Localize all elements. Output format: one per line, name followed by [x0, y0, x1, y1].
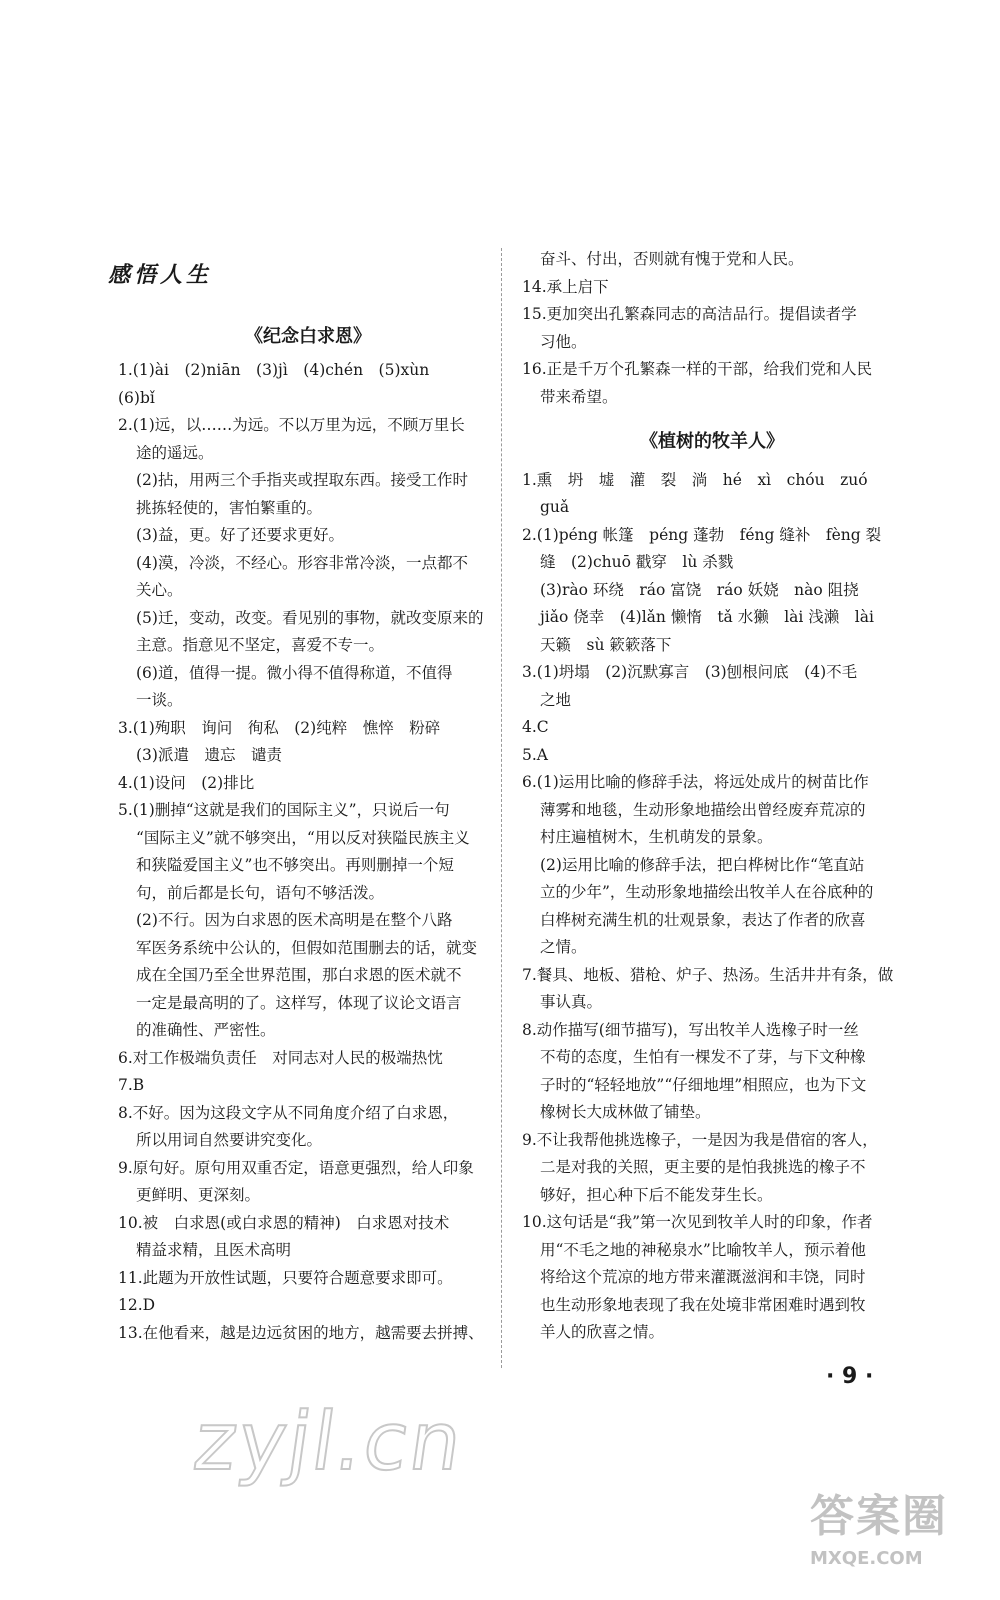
- answer-line: 够好，担心种下后不能发芽生长。: [540, 1186, 773, 1204]
- page-number: · 9 ·: [826, 1364, 874, 1389]
- answer-line: 更鲜明、更深刻。: [136, 1186, 261, 1204]
- answer-line: 7.餐具、地板、猎枪、炉子、热汤。生活井井有条，做: [522, 966, 894, 984]
- answer-line: 4.C: [522, 718, 549, 736]
- answer-line: 9.不让我帮他挑选橡子，一是因为我是借宿的客人，: [522, 1131, 878, 1149]
- answer-line: (6)道，值得一提。微小得不值得称道，不值得: [136, 664, 453, 682]
- answer-line: 5.(1)删掉“这就是我们的国际主义”，只说后一句: [118, 801, 450, 819]
- watermark-logo-cn: 答案圈: [810, 1491, 948, 1542]
- answer-line: 8.不好。因为这段文字从不同角度介绍了白求恩，: [118, 1104, 459, 1122]
- answer-line: 不苟的态度，生怕有一棵发不了芽，与下文种橡: [540, 1048, 866, 1066]
- answer-line: 1.熏 坍 墟 灌 裂 淌 hé xì chóu zuó: [522, 471, 868, 489]
- answer-line: (5)迁，变动，改变。看见别的事物，就改变原来的: [136, 609, 484, 627]
- answer-line: 3.(1)坍塌 (2)沉默寡言 (3)刨根问底 (4)不毛: [522, 663, 858, 681]
- answer-line: 薄雾和地毯，生动形象地描绘出曾经废弃荒凉的: [540, 801, 866, 819]
- answer-line: jiǎo 侥幸 (4)lǎn 懒惰 tǎ 水獭 lài 浅濑 lài: [540, 608, 874, 626]
- answer-line: 13.在他看来，越是边远贫困的地方，越需要去拼搏、: [118, 1324, 484, 1342]
- answer-line: “国际主义”就不够突出，“用以反对狭隘民族主义: [136, 829, 470, 847]
- answer-line: 军医务系统中公认的，但假如范围删去的话，就变: [136, 939, 478, 957]
- answer-line: 二是对我的关照，更主要的是怕我挑选的橡子不: [540, 1158, 866, 1176]
- answer-line: 2.(1)远，以……为远。不以万里为远，不顾万里长: [118, 416, 465, 434]
- watermark-logo-en: MXQE.COM: [810, 1548, 923, 1569]
- answer-line: (3)益，更。好了还要求更好。: [136, 526, 344, 544]
- answer-line: 村庄遍植树木，生机萌发的景象。: [540, 828, 773, 846]
- answer-line: 带来希望。: [540, 388, 618, 406]
- answer-line: 事认真。: [540, 993, 603, 1011]
- section-title: 感悟人生: [108, 262, 213, 288]
- answer-line: 11.此题为开放性试题，只要符合题意要求即可。: [118, 1269, 453, 1287]
- answer-line: (2)拈，用两三个手指夹或捏取东西。接受工作时: [136, 471, 468, 489]
- answer-line: 14.承上启下: [522, 278, 609, 296]
- watermark-logo: [810, 1480, 980, 1590]
- answer-line: 10.被 白求恩(或白求恩的精神) 白求恩对技术: [118, 1214, 450, 1232]
- article-title-left: 《纪念白求恩》: [245, 326, 371, 347]
- answer-line: 10.这句话是“我”第一次见到牧羊人时的印象，作者: [522, 1213, 873, 1231]
- answer-line: 16.正是千万个孔繁森一样的干部，给我们党和人民: [522, 360, 873, 378]
- answer-line: 6.对工作极端负责任 对同志对人民的极端热忱: [118, 1049, 443, 1067]
- answer-line: 用“不毛之地的神秘泉水”比喻牧羊人，预示着他: [540, 1241, 866, 1259]
- answer-line: (2)不行。因为白求恩的医术高明是在整个八路: [136, 911, 453, 929]
- answer-line: 主意。指意见不坚定，喜爱不专一。: [136, 636, 385, 654]
- answer-line: 将给这个荒凉的地方带来灌溉滋润和丰饶，同时: [540, 1268, 866, 1286]
- answer-line: (3)派遣 遗忘 谴责: [136, 746, 282, 764]
- answer-line: 羊人的欣喜之情。: [540, 1323, 665, 1341]
- answer-line: 之情。: [540, 938, 587, 956]
- answer-line: 7.B: [118, 1076, 145, 1094]
- answer-line: 一定是最高明的了。这样写，体现了议论文语言: [136, 994, 462, 1012]
- answer-line: 8.动作描写(细节描写)，写出牧羊人选橡子时一丝: [522, 1021, 859, 1039]
- answer-line: 5.A: [522, 746, 548, 764]
- answer-line: 也生动形象地表现了我在处境非常困难时遇到牧: [540, 1296, 866, 1314]
- answer-line: 3.(1)殉职 询问 徇私 (2)纯粹 憔悴 粉碎: [118, 719, 441, 737]
- answer-line: (3)rào 环绕 ráo 富饶 ráo 妖娆 nào 阻挠: [540, 581, 859, 599]
- answer-line: 4.(1)设问 (2)排比: [118, 774, 255, 792]
- answer-line: 句，前后都是长句，语句不够活泼。: [136, 884, 385, 902]
- answer-line: 一谈。: [136, 691, 183, 709]
- answer-line: 精益求精，且医术高明: [136, 1241, 292, 1259]
- answer-line: 关心。: [136, 581, 183, 599]
- answer-line: 途的遥远。: [136, 444, 214, 462]
- answer-line: (6)bǐ: [118, 389, 155, 407]
- article-title-right: 《植树的牧羊人》: [640, 431, 784, 452]
- answer-line: 之地: [540, 691, 572, 709]
- answer-line: 橡树长大成林做了铺垫。: [540, 1103, 711, 1121]
- answer-line: 天籁 sù 簌簌落下: [540, 636, 672, 654]
- answer-line: 奋斗、付出，否则就有愧于党和人民。: [540, 250, 804, 268]
- answer-line: guǎ: [540, 498, 570, 516]
- answer-line: 2.(1)péng 帐篷 péng 蓬勃 féng 缝补 fèng 裂: [522, 526, 882, 544]
- answer-line: 15.更加突出孔繁森同志的高洁品行。提倡读者学: [522, 305, 857, 323]
- answer-line: (4)漠，冷淡，不经心。形容非常冷淡，一点都不: [136, 554, 468, 572]
- answer-line: 12.D: [118, 1296, 156, 1314]
- answer-line: 6.(1)运用比喻的修辞手法，将远处成片的树苗比作: [522, 773, 869, 791]
- answer-line: 成在全国乃至全世界范围，那白求恩的医术就不: [136, 966, 462, 984]
- answer-line: 所以用词自然要讲究变化。: [136, 1131, 323, 1149]
- answer-line: 和狭隘爱国主义”也不够突出。再则删掉一个短: [136, 856, 454, 874]
- answer-line: 9.原句好。原句用双重否定，语意更强烈，给人印象: [118, 1159, 474, 1177]
- answer-line: 的准确性、严密性。: [136, 1021, 276, 1039]
- answer-line: (2)运用比喻的修辞手法，把白桦树比作“笔直站: [540, 856, 865, 874]
- answer-line: 缝 (2)chuō 戳穿 lù 杀戮: [540, 553, 734, 571]
- answer-line: 子时的“轻轻地放”“仔细地埋”相照应，也为下文: [540, 1076, 867, 1094]
- answer-line: 习他。: [540, 333, 587, 351]
- watermark-text: zyjl.cn: [188, 1395, 470, 1488]
- answer-line: 白桦树充满生机的壮观景象，表达了作者的欣喜: [540, 911, 866, 929]
- answer-line: 立的少年”，生动形象地描绘出牧羊人在谷底种的: [540, 883, 874, 901]
- answer-line: 1.(1)ài (2)niān (3)jì (4)chén (5)xùn: [118, 361, 430, 379]
- answer-line: 挑拣轻使的，害怕繁重的。: [136, 499, 323, 517]
